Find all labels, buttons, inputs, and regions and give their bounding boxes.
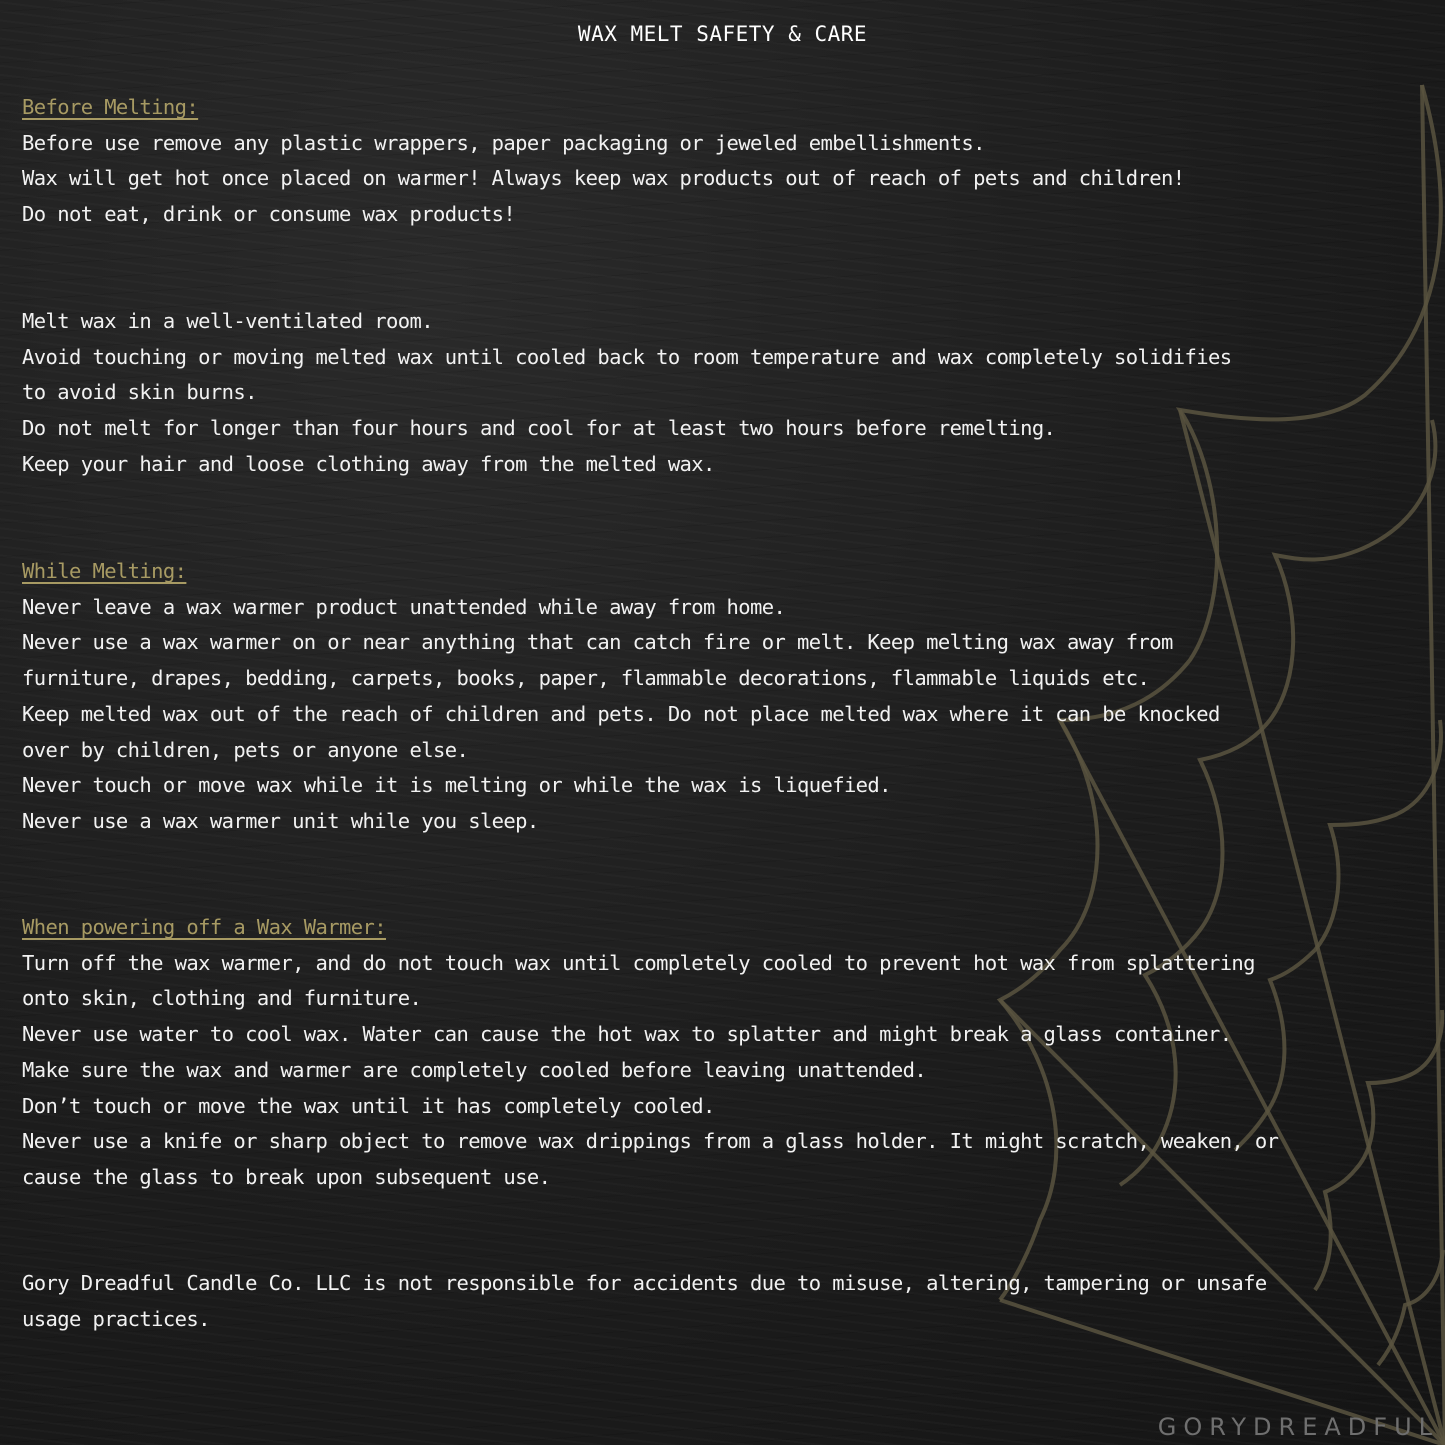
instruction-line: Never use a wax warmer unit while you sleep. (22, 808, 539, 833)
section-heading: While Melting: (22, 559, 187, 583)
instruction-line: Keep your hair and loose clothing away from the melted wax. (22, 451, 715, 476)
instruction-line: Before use remove any plastic wrappers, paper packaging or jeweled embellishments. (22, 130, 985, 155)
instruction-line: Wax will get hot once placed on warmer! Always keep wax products out of reach of pets and children! (22, 166, 1185, 191)
instruction-line: Do not melt for longer than four hours and cool for at least two hours before remelting. (22, 416, 1056, 441)
section-heading: Before Melting: (22, 95, 199, 119)
section-powering-off (22, 910, 1442, 1196)
instruction-line: Never leave a wax warmer product unattended while away from home. (22, 594, 786, 619)
section-while-melting (22, 554, 1442, 840)
instruction-line: Make sure the wax and warmer are completely cooled before leaving unattended. (22, 1057, 927, 1082)
instruction-line: Never use a knife or sharp object to remove wax drippings from a glass holder. It might scratch, weaken, or (22, 1129, 1279, 1154)
instruction-line: Never use water to cool wax. Water can cause the hot wax to splatter and might break a glass container. (22, 1022, 1232, 1047)
section-before-melting (22, 90, 1442, 233)
instruction-line: Avoid touching or moving melted wax until cooled back to room temperature and wax completely solidifies (22, 344, 1232, 369)
disclaimer-line: usage practices. (22, 1306, 210, 1331)
instruction-line: Melt wax in a well-ventilated room. (22, 309, 433, 333)
section-heading: When powering off a Wax Warmer: (22, 915, 387, 939)
instruction-line: over by children, pets or anyone else. (22, 737, 469, 762)
section-disclaimer (22, 1266, 1442, 1337)
instruction-line: Don’t touch or move the wax until it has completely cooled. (22, 1093, 715, 1118)
section-general-safety (22, 304, 1442, 483)
instruction-line: Turn off the wax warmer, and do not touch wax until completely cooled to prevent hot wax from splattering (22, 950, 1255, 975)
page-title: WAX MELT SAFETY & CARE (577, 22, 868, 46)
instruction-line: Keep melted wax out of the reach of children and pets. Do not place melted wax where it can be knocked (22, 701, 1220, 726)
instruction-line: Never use a wax warmer on or near anything that can catch fire or melt. Keep melting wax away from (22, 630, 1173, 655)
brand-watermark: GORYDREADFUL (1157, 1413, 1439, 1441)
instruction-line: cause the glass to break upon subsequent use. (22, 1164, 551, 1189)
instruction-line: onto skin, clothing and furniture. (22, 986, 422, 1011)
disclaimer-line: Gory Dreadful Candle Co. LLC is not responsible for accidents due to misuse, altering, tampering or unsafe (22, 1271, 1267, 1295)
instruction-line: Never touch or move wax while it is melting or while the wax is liquefied. (22, 773, 891, 798)
instruction-line: Do not eat, drink or consume wax products! (22, 202, 516, 227)
instruction-line: furniture, drapes, bedding, carpets, books, paper, flammable decorations, flammable liquids etc. (22, 666, 1150, 691)
instruction-line: to avoid skin burns. (22, 380, 257, 405)
